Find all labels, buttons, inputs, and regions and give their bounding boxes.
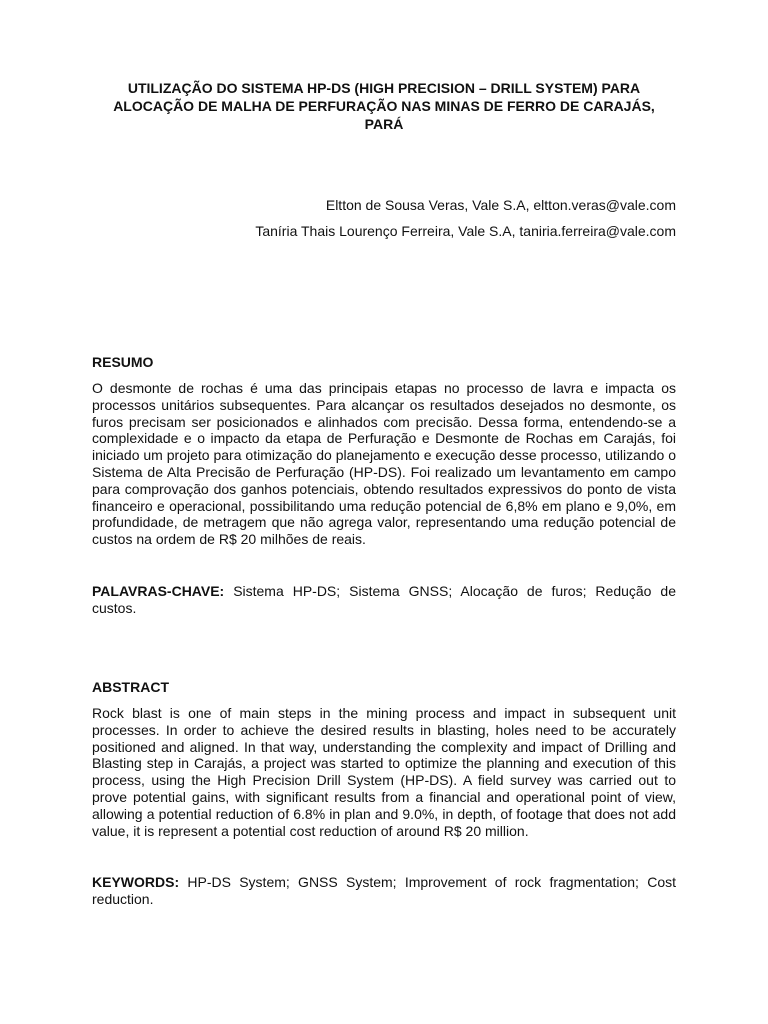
resumo-text: O desmonte de rochas é uma das principais etapas no processo de lavra e impacta os processos unitários subsequentes. Para alcançar os resultados desejados no desmonte, os furos precisam ser posicionados e alinhados com precisão. Dessa forma, entendendo-se a complexidade e o impacto da etapa de Perfuração e Desmonte de Rochas em Carajás, foi iniciado um projeto para otimização do planejamento e execução desse processo, utilizando o Sistema de Alta Precisão de Perfuração (HP-DS). Foi realizado um levantamento em campo para comprovação dos ganhos potenciais, obtendo resultados expressivos do ponto de vista financeiro e operacional, possibilitando uma redução potencial de 6,8% em plano e 9,0%, em profundidade, de metragem que não agrega valor, representando uma redução potencial de custos na ordem de R$ 20 milhões de reais. bbox=[92, 380, 676, 548]
resumo-heading: RESUMO bbox=[92, 354, 154, 370]
paper-title bbox=[92, 79, 676, 133]
palavras-chave-label: PALAVRAS-CHAVE: bbox=[92, 583, 225, 599]
keywords bbox=[92, 874, 676, 908]
title-line-3: PARÁ bbox=[364, 116, 404, 132]
palavras-chave-text: Sistema HP-DS; Sistema GNSS; Alocação de furos; Redução de custos. bbox=[92, 583, 676, 616]
author-1: Eltton de Sousa Veras, Vale S.A, eltton.veras@vale.com bbox=[325, 197, 676, 213]
palavras-chave bbox=[92, 583, 676, 617]
abstract-text: Rock blast is one of main steps in the mining process and impact in subsequent unit processes. In order to achieve the desired results in blasting, holes need to be accurately positioned and aligned. In that way, understanding the complexity and impact of Drilling and Blasting step in Carajás, a project was started to optimize the planning and execution of this process, using the High Precision Drill System (HP-DS). A field survey was carried out to prove potential gains, with significant results from a financial and operational point of view, allowing a potential reduction of 6.8% in plan and 9.0%, in depth, of footage that does not add value, it is represent a potential cost reduction of around R$ 20 million. bbox=[92, 705, 676, 839]
abstract-heading: ABSTRACT bbox=[92, 679, 169, 695]
document-page bbox=[92, 0, 676, 1024]
keywords-label: KEYWORDS: bbox=[92, 874, 180, 890]
title-line-2: ALOCAÇÃO DE MALHA DE PERFURAÇÃO NAS MINAS DE FERRO DE CARAJÁS, bbox=[113, 98, 655, 114]
author-2: Taníria Thais Lourenço Ferreira, Vale S.A, taniria.ferreira@vale.com bbox=[255, 223, 676, 239]
keywords-text: HP-DS System; GNSS System; Improvement of rock fragmentation; Cost reduction. bbox=[92, 874, 676, 907]
title-line-1: UTILIZAÇÃO DO SISTEMA HP-DS (HIGH PRECISION – DRILL SYSTEM) PARA bbox=[127, 80, 641, 96]
